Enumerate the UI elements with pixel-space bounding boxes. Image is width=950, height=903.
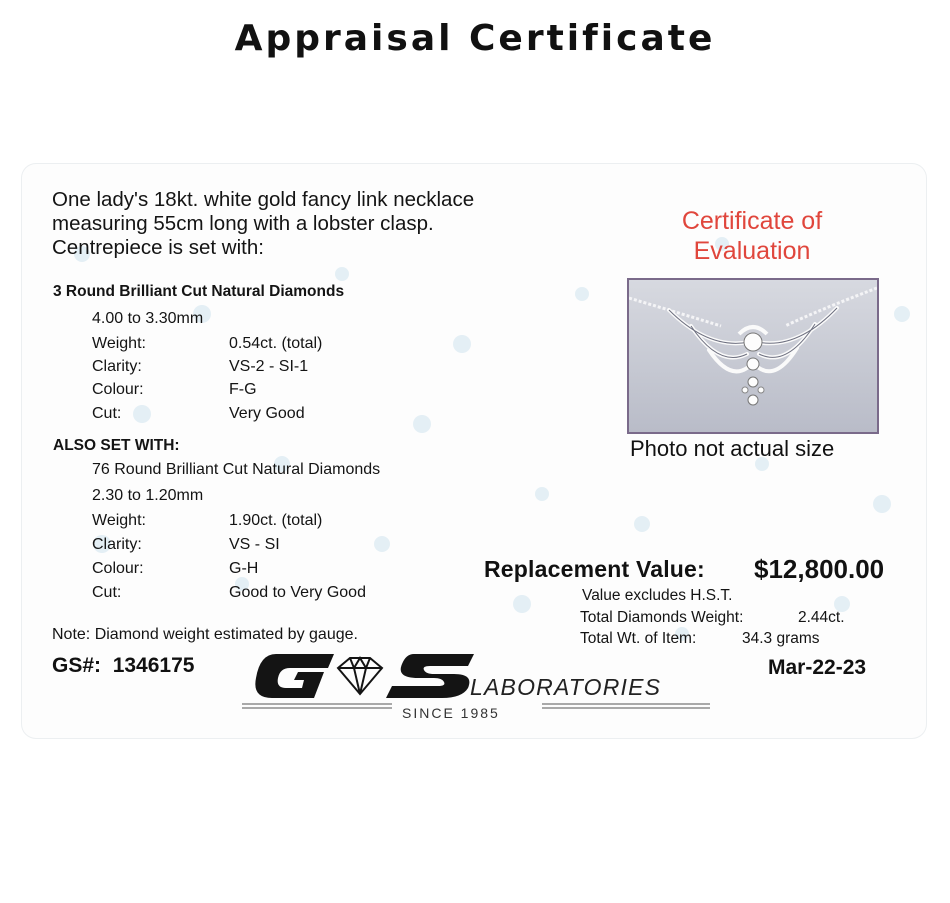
secondary-cut-value: Good to Very Good <box>229 584 366 601</box>
secondary-colour-label: Colour: <box>92 560 144 577</box>
certificate-card <box>22 164 926 738</box>
secondary-colour-value: G-H <box>229 560 259 577</box>
primary-weight-value: 0.54ct. (total) <box>229 335 323 352</box>
total-item-label: Total Wt. of Item: <box>580 630 697 647</box>
primary-clarity-label: Clarity: <box>92 358 142 375</box>
photo-caption: Photo not actual size <box>630 436 835 461</box>
item-description: One lady's 18kt. white gold fancy link necklace measuring 55cm long with a lobster clasp. Centrepiece is set with: <box>52 188 475 259</box>
secondary-weight-label: Weight: <box>92 512 146 529</box>
primary-stones-heading: 3 Round Brilliant Cut Natural Diamonds <box>53 283 345 300</box>
secondary-clarity-value: VS - SI <box>229 536 280 553</box>
certificate-date: Mar-22-23 <box>768 656 867 679</box>
primary-cut-value: Very Good <box>229 405 305 422</box>
page-title: Appraisal Certificate <box>234 18 716 59</box>
secondary-subheading: 76 Round Brilliant Cut Natural Diamonds <box>92 461 381 478</box>
replacement-value-label: Replacement Value: <box>484 556 705 582</box>
secondary-clarity-label: Clarity: <box>92 536 142 553</box>
primary-colour-value: F-G <box>229 381 257 398</box>
primary-clarity-value: VS-2 - SI-1 <box>229 358 309 375</box>
total-diamonds-value: 2.44ct. <box>798 609 845 626</box>
secondary-cut-label: Cut: <box>92 584 122 601</box>
total-diamonds-label: Total Diamonds Weight: <box>580 609 744 626</box>
since-year: SINCE 1985 <box>402 705 500 721</box>
primary-cut-label: Cut: <box>92 405 122 422</box>
tax-note: Value excludes H.S.T. <box>582 587 733 604</box>
replacement-value: $12,800.00 <box>754 554 885 584</box>
total-item-value: 34.3 grams <box>742 630 820 647</box>
evaluation-title: Certificate of Evaluation <box>681 207 823 265</box>
weight-note: Note: Diamond weight estimated by gauge. <box>52 626 358 643</box>
laboratories-wordmark: LABORATORIES <box>470 674 662 700</box>
primary-colour-label: Colour: <box>92 381 144 398</box>
necklace-photo <box>627 278 879 434</box>
secondary-size: 2.30 to 1.20mm <box>92 487 204 504</box>
secondary-weight-value: 1.90ct. (total) <box>229 512 323 529</box>
primary-weight-label: Weight: <box>92 335 146 352</box>
primary-size: 4.00 to 3.30mm <box>92 310 204 327</box>
secondary-stones-heading: ALSO SET WITH: <box>53 437 180 454</box>
gs-number: GS#: 1346175 <box>52 654 195 677</box>
